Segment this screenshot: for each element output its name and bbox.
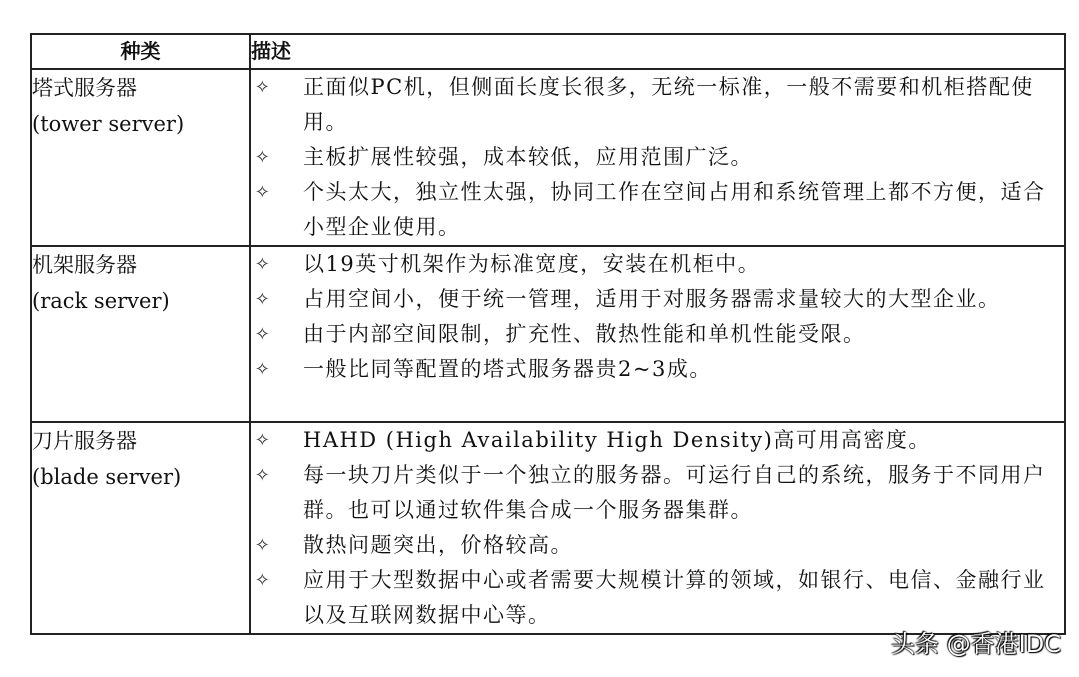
list-item bbox=[251, 423, 1064, 458]
type-name-en: (blade server) bbox=[32, 465, 182, 489]
description-list bbox=[251, 70, 1064, 245]
list-item-text: 由于内部空间限制，扩充性、散热性能和单机性能受限。 bbox=[303, 322, 866, 346]
list-item-text: 个头太大，独立性太强，协同工作在空间占用和系统管理上都不方便，适合小型企业使用。 bbox=[303, 180, 1046, 239]
list-item-text: 以19英寸机架作为标准宽度，安装在机柜中。 bbox=[303, 252, 761, 276]
list-item-text: 主板扩展性较强，成本较低，应用范围广泛。 bbox=[303, 145, 753, 169]
list-item-text: HAHD (High Availability High Density)高可用高密度。 bbox=[303, 428, 931, 452]
list-item bbox=[251, 352, 1064, 387]
type-name-cn: 塔式服务器 bbox=[32, 76, 137, 100]
diamond-star-bullet-icon: ✧ bbox=[254, 254, 272, 275]
list-item bbox=[251, 563, 1064, 633]
server-types-table bbox=[30, 33, 1066, 635]
type-cell bbox=[31, 69, 250, 246]
list-item-text: 正面似PC机，但侧面长度长很多，无统一标准，一般不需要和机柜搭配使用。 bbox=[303, 75, 1034, 134]
type-name-en: (tower server) bbox=[32, 112, 185, 136]
list-item bbox=[251, 528, 1064, 563]
diamond-star-bullet-icon: ✧ bbox=[254, 570, 272, 591]
diamond-star-bullet-icon: ✧ bbox=[254, 465, 272, 486]
type-name-en: (rack server) bbox=[32, 289, 170, 313]
header-description: 描述 bbox=[250, 34, 1065, 69]
list-item bbox=[251, 317, 1064, 352]
table-row bbox=[31, 422, 1065, 634]
diamond-star-bullet-icon: ✧ bbox=[254, 77, 272, 98]
description-cell bbox=[250, 69, 1065, 246]
diamond-star-bullet-icon: ✧ bbox=[254, 430, 272, 451]
list-item-text: 占用空间小，便于统一管理，适用于对服务器需求量较大的大型企业。 bbox=[303, 287, 1001, 311]
diamond-star-bullet-icon: ✧ bbox=[254, 147, 272, 168]
description-list bbox=[251, 247, 1064, 387]
type-cell bbox=[31, 246, 250, 422]
description-cell bbox=[250, 246, 1065, 422]
diamond-star-bullet-icon: ✧ bbox=[254, 535, 272, 556]
table-row bbox=[31, 246, 1065, 422]
list-item bbox=[251, 247, 1064, 282]
type-name-cn: 机架服务器 bbox=[32, 253, 137, 277]
list-item bbox=[251, 282, 1064, 317]
diamond-star-bullet-icon: ✧ bbox=[254, 359, 272, 380]
list-item-text: 一般比同等配置的塔式服务器贵2~3成。 bbox=[303, 357, 712, 381]
table-header-row bbox=[31, 34, 1065, 69]
diamond-star-bullet-icon: ✧ bbox=[254, 182, 272, 203]
type-cell bbox=[31, 422, 250, 634]
list-item bbox=[251, 458, 1064, 528]
table-row bbox=[31, 69, 1065, 246]
list-item bbox=[251, 140, 1064, 175]
list-item bbox=[251, 175, 1064, 245]
watermark: 头条 @香港IDC bbox=[891, 630, 1061, 658]
list-item-text: 应用于大型数据中心或者需要大规模计算的领域，如银行、电信、金融行业以及互联网数据中心等。 bbox=[303, 568, 1046, 627]
header-type: 种类 bbox=[31, 34, 250, 69]
description-list bbox=[251, 423, 1064, 633]
diamond-star-bullet-icon: ✧ bbox=[254, 289, 272, 310]
list-item-text: 每一块刀片类似于一个独立的服务器。可运行自己的系统，服务于不同用户群。也可以通过软件集合成一个服务器集群。 bbox=[303, 463, 1046, 522]
diamond-star-bullet-icon: ✧ bbox=[254, 324, 272, 345]
description-cell bbox=[250, 422, 1065, 634]
type-name-cn: 刀片服务器 bbox=[32, 429, 137, 453]
list-item-text: 散热问题突出，价格较高。 bbox=[303, 533, 573, 557]
list-item bbox=[251, 70, 1064, 140]
